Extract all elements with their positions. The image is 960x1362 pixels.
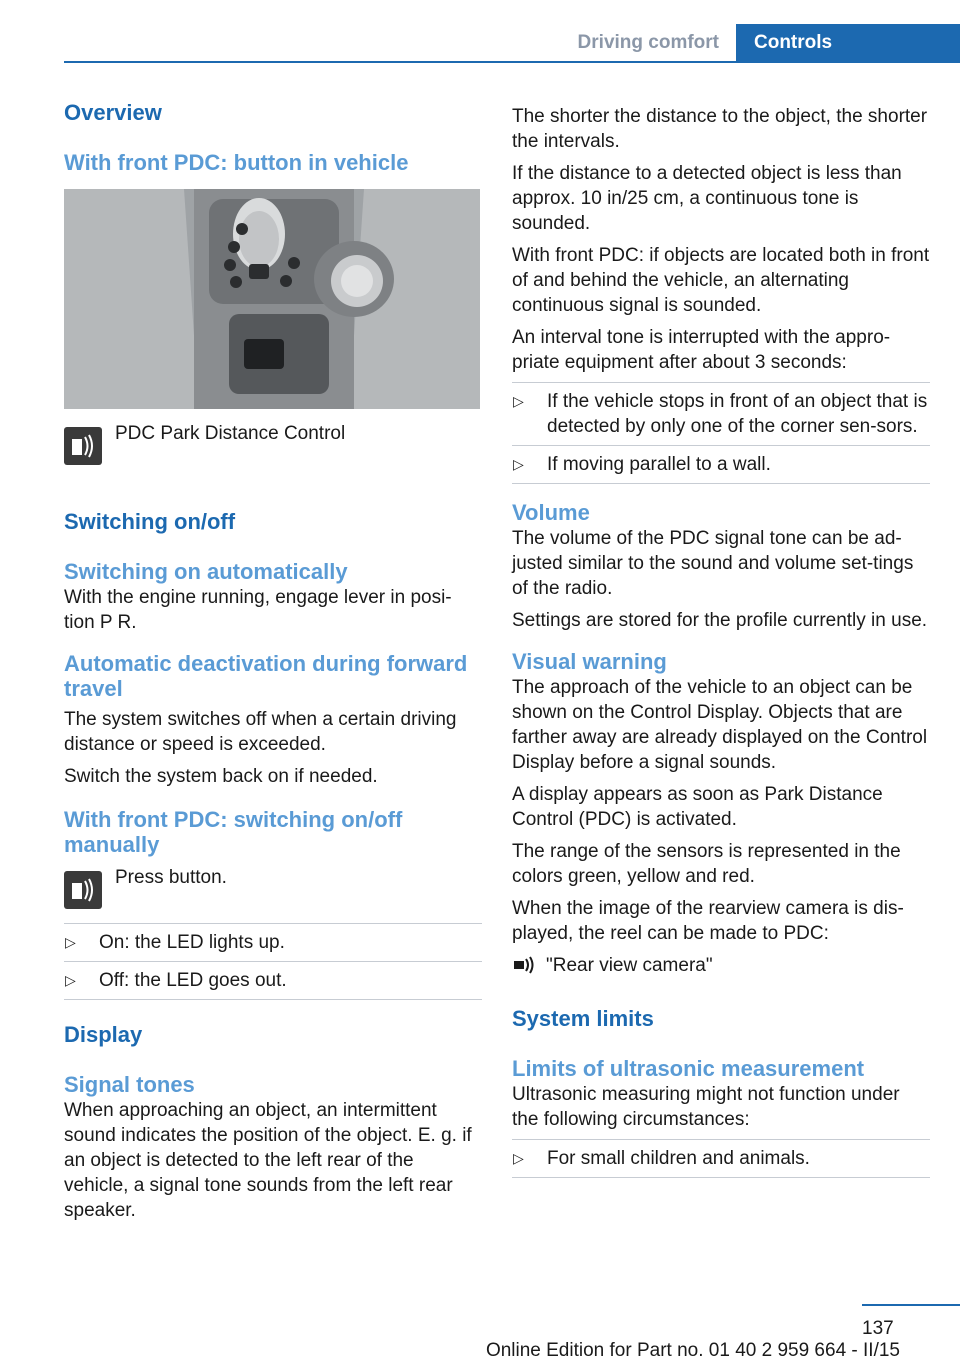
visual-text-1: The approach of the vehicle to an object can be shown on the Control Display. Objects that are farther away are already displayed on the Control Display before a signal sounds. [512,677,928,773]
pdc-button-icon [64,427,102,465]
signal-heading: Signal tones [64,1072,195,1097]
intervals-text: The shorter the distance to the object, the shorter the intervals. [512,106,928,152]
header-rule [64,61,960,63]
triangle-bullet-icon: ▷ [513,393,524,409]
right-column [512,100,930,1178]
list-item: ▷ Off: the LED goes out. [64,962,482,1000]
interrupt-bullet-list [512,382,930,484]
left-column [64,100,482,1230]
edition-footer: Online Edition for Part no. 01 40 2 959 664 - II/15 [485,1340,900,1361]
press-button-row [64,865,482,909]
auto-on-heading: Switching on automatically [64,559,348,584]
front-pdc-heading: With front PDC: button in vehicle [64,150,409,175]
signal-text: When approaching an object, an intermittent sound indicates the position of the object. E. g. if an object is detected to the left rear of the vehicle, a signal tone sounds from the left rear speaker. [64,1100,472,1221]
switching-heading: Switching on/off [64,509,236,534]
triangle-bullet-icon: ▷ [65,972,76,988]
settings-text: Settings are stored for the profile currently in use. [512,610,928,631]
led-bullet-list [64,923,482,1000]
visual-heading: Visual warning [512,649,667,674]
alternating-signal-text: With front PDC: if objects are located both in front of and behind the vehicle, an alternating continuous signal is sounded. [512,245,930,316]
visual-text-2: A display appears as soon as Park Distance Control (PDC) is activated. [512,784,883,830]
overview-heading: Overview [64,100,162,125]
press-button-text: Press button. [115,867,227,888]
ultra-text: Ultrasonic measuring might not function under the following circumstances: [512,1084,900,1130]
list-item: ▷ For small children and animals. [512,1140,930,1178]
interval-interrupt-text: An interval tone is interrupted with the appro-priate equipment after about 3 seconds: [512,327,891,373]
display-heading: Display [64,1022,143,1047]
list-item: ▷ If moving parallel to a wall. [512,446,930,484]
pdc-caption: PDC Park Distance Control [115,423,346,444]
console-photo [64,189,480,409]
triangle-bullet-icon: ▷ [513,1150,524,1166]
footer-rule [862,1304,960,1306]
rear-view-label: "Rear view camera" [546,955,713,976]
pdc-button-icon-2 [64,871,102,909]
triangle-bullet-icon: ▷ [65,934,76,950]
list-item: ▷ On: the LED lights up. [64,924,482,962]
visual-text-4: When the image of the rearview camera is dis-played, the reel can be made to PDC: [512,898,904,944]
list-item: ▷ If the vehicle stops in front of an object that is detected by only one of the corner sen-sors. [512,383,930,446]
volume-heading: Volume [512,500,590,525]
page-number: 137 [862,1318,894,1339]
section-tab: Driving comfort [577,32,719,53]
pdc-caption-row [64,421,482,465]
switch-back-text: Switch the system back on if needed. [64,766,378,787]
limits-heading: System limits [512,1006,654,1031]
ultra-bullet-list [512,1139,930,1178]
camera-pdc-icon [512,953,546,982]
rear-view-row [512,953,930,982]
auto-off-text: The system switches off when a certain driving distance or speed is exceeded. [64,709,457,755]
chapter-tab: Controls [736,24,960,62]
visual-text-3: The range of the sensors is represented in the colors green, yellow and red. [512,841,901,887]
triangle-bullet-icon: ▷ [513,456,524,472]
continuous-tone-text: If the distance to a detected object is less than approx. 10 in/25 cm, a continuous tone is sounded. [512,163,902,234]
page-header [0,0,960,64]
auto-off-heading: Automatic deactivation during forward travel [64,651,468,701]
volume-text: The volume of the PDC signal tone can be ad-justed similar to the sound and volume set-tings of the radio. [512,528,914,599]
auto-on-text: With the engine running, engage lever in posi-tion P R. [64,587,452,633]
ultra-heading: Limits of ultrasonic measurement [512,1056,865,1081]
manual-heading: With front PDC: switching on/off manually [64,807,403,857]
